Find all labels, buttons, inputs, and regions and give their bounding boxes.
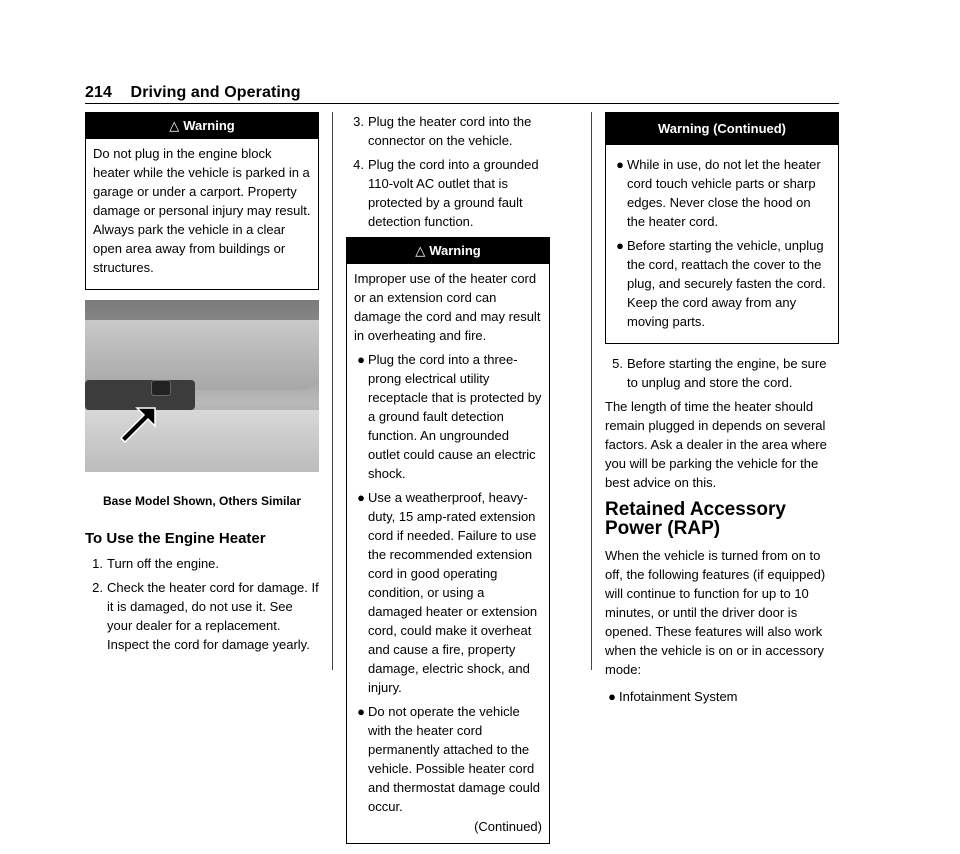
section-title: Driving and Operating <box>130 84 301 101</box>
bullet-icon: ● <box>608 689 616 704</box>
bullet-text: Infotainment System <box>619 689 738 704</box>
column-3 <box>605 112 839 711</box>
bullet-text: Before starting the vehicle, unplug the cord, reattach the cover to the plug, and securely fasten the cord. Keep the cord away from any moving parts. <box>627 238 826 329</box>
bullet-text: While in use, do not let the heater cord touch vehicle parts or sharp edges. Never close the hood on the heater cord. <box>627 157 821 229</box>
warning-intro: Improper use of the heater cord or an extension cord can damage the cord and may result in overheating and fire. <box>354 271 541 343</box>
step-text: Turn off the engine. <box>107 556 220 571</box>
image-caption: Base Model Shown, Others Similar <box>102 494 302 508</box>
heater-plug <box>151 380 171 396</box>
list-item <box>613 236 831 331</box>
warning-text: Do not plug in the engine block heater while the vehicle is parked in a garage or under a carport. Property damage or personal injury may result. Always park the vehicle in a clear open area away from buildings or structures. <box>93 146 311 275</box>
step-number: 5. <box>612 356 623 371</box>
column-divider <box>591 112 592 670</box>
list-item <box>605 687 839 706</box>
page-number: 214 <box>85 84 112 101</box>
list-item <box>605 354 839 392</box>
step-text: Plug the heater cord into the connector on the vehicle. <box>368 114 532 148</box>
warning-body <box>347 264 549 843</box>
list-item <box>354 350 542 483</box>
column-1 <box>85 112 319 659</box>
bullet-text: Use a weatherproof, heavy-duty, 15 amp-rated extension cord if needed. Failure to use the recommended extension cord in good operating condition, or using a damaged heater or extension cord, could make it overheat and cause a fire, property damage, electric shock, and injury. <box>368 490 538 695</box>
section-heading: To Use the Engine Heater <box>85 530 266 547</box>
warning-body <box>606 145 838 343</box>
step-number: 4. <box>353 157 364 172</box>
list-item <box>346 155 550 231</box>
steps-list <box>85 554 319 654</box>
bullet-icon: ● <box>616 157 624 172</box>
column-divider <box>332 112 333 670</box>
warning-box <box>346 237 550 844</box>
bullet-icon: ● <box>357 352 365 367</box>
body-paragraph: The length of time the heater should remain plugged in depends on several factors. Ask a dealer in the area where you will be parking the vehicle for the best advice on this. <box>605 399 827 490</box>
list-item <box>613 155 831 231</box>
page-header <box>85 84 301 102</box>
column-2 <box>346 112 550 854</box>
warning-title: Warning (Continued) <box>657 121 787 136</box>
warning-icon: △ <box>169 118 180 133</box>
bullet-icon: ● <box>357 704 365 719</box>
warning-title: Warning <box>429 243 481 258</box>
list-item <box>85 578 319 654</box>
step-text: Plug the cord into a grounded 110-volt AC outlet that is protected by a ground fault detection function. <box>368 157 539 229</box>
warning-box <box>605 112 839 344</box>
warning-body <box>86 139 318 289</box>
bullet-icon: ● <box>357 490 365 505</box>
bullet-text: Do not operate the vehicle with the heater cord permanently attached to the vehicle. Possible heater cord and thermostat damage could occur. <box>368 704 540 814</box>
engine-heater-photo <box>85 300 319 472</box>
step-text: Check the heater cord for damage. If it is damaged, do not use it. See your dealer for a replacement. Inspect the cord for damage yearly. <box>107 580 319 652</box>
warning-header <box>347 238 549 264</box>
steps-list <box>346 112 550 231</box>
body-paragraph: When the vehicle is turned from on to off, the following features (if equipped) will continue to function for up to 10 minutes, or until the driver door is opened. These features will also work when the vehicle is on or in accessory mode: <box>605 548 826 677</box>
warning-box <box>85 112 319 290</box>
bullet-icon: ● <box>616 238 624 253</box>
step-number: 1. <box>92 556 103 571</box>
warning-header <box>606 113 838 145</box>
step-number: 3. <box>353 114 364 129</box>
continued-label: (Continued) <box>474 819 542 834</box>
list-item <box>354 488 542 697</box>
section-heading: Retained Accessory Power (RAP) <box>605 499 786 539</box>
list-item <box>346 112 550 150</box>
pointer-arrow-icon <box>115 404 159 448</box>
header-rule <box>85 103 839 104</box>
warning-header <box>86 113 318 139</box>
warning-icon: △ <box>415 243 426 258</box>
steps-list <box>605 354 839 392</box>
step-number: 2. <box>92 580 103 595</box>
list-item <box>354 702 542 816</box>
step-text: Before starting the engine, be sure to unplug and store the cord. <box>627 356 827 390</box>
warning-title: Warning <box>183 118 235 133</box>
list-item <box>85 554 319 573</box>
bullet-text: Plug the cord into a three-prong electrical utility receptacle that is protected by a ground fault detection function. An ungrounded outlet could cause an electric shock. <box>368 352 542 481</box>
